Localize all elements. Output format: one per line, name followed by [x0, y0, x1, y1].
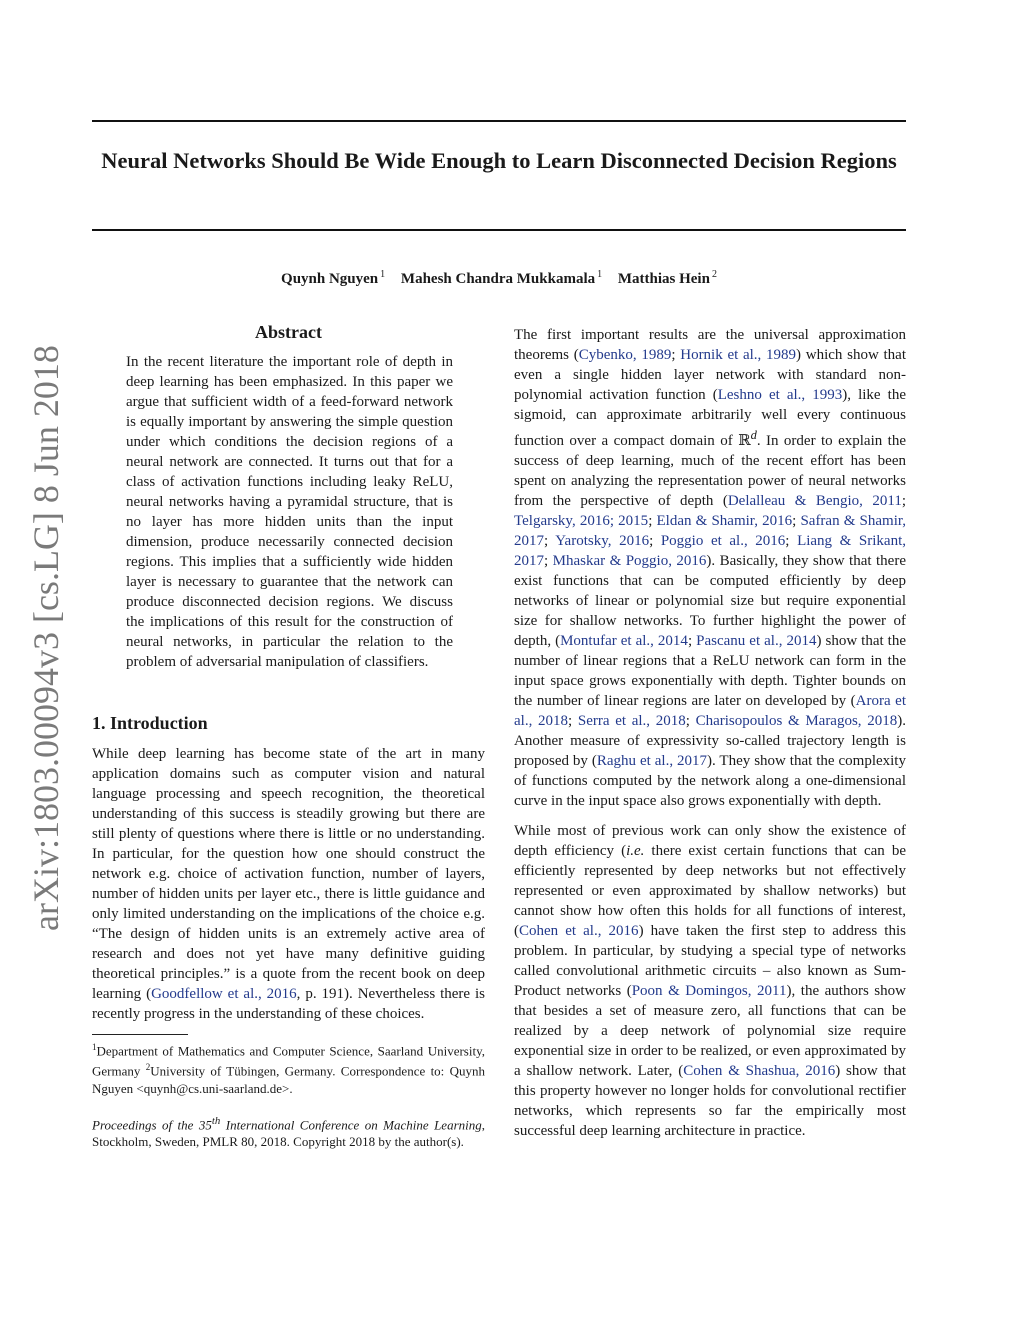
text-run: While deep learning has become state of the art in many application domains such as computer vision and natural language processing and speech recognition, the theoretical understanding of this success is steadily growing but there are still plenty of questions where there is little or no understanding. In particular, for the question how one should construct the network e.g. choice of activation function, number of layers, number of hidden units per layer etc., there is little guidance and only limited understanding on the implications of the choice e.g. “The design of hidden units is an extremely active area of research and does not yet have many definitive guiding theoretical principles.” is a quote from the recent book on deep learning ( [92, 746, 485, 1002]
text-run: ; [685, 713, 696, 729]
abstract-text: In the recent literature the important role of depth in deep learning has been emphasized. In this paper we argue that sufficient width of a feed-forward network is equally important by answering the simple question under which conditions the decision regions of a neural network are connected. It turns out that for a class of activation functions including leaky ReLU, neural networks having a pyramidal structure, that is no layer has more hidden units than the input dimension, produce necessarily connected decision regions. This implies that a sufficiently wide hidden layer is necessary to guarantee that the network can produce disconnected decision regions. We discuss the implications of this result for the construction of neural networks, in particular the relation to the problem of adversarial manipulation of classifiers. [126, 354, 453, 670]
citation-link[interactable]: Cybenko, 1989 [578, 347, 672, 363]
text-run: 35 [198, 1116, 212, 1132]
author-list [92, 265, 906, 289]
arxiv-identifier: arXiv:1803.00094v3 [cs.LG] 8 Jun 2018 [26, 345, 66, 931]
citation-link[interactable]: Delalleau & Bengio, 2011 [727, 493, 902, 509]
intro-paragraph [92, 744, 485, 1024]
section-heading-introduction: 1. Introduction [92, 713, 208, 733]
citation-link[interactable]: Cohen et al., 2016 [519, 923, 639, 939]
text-run: ). They show that the complexity of functions computed by the network along a one-dimensional curve in the input space also grows exponentially with depth. [514, 753, 906, 809]
text-run: While most of previous work can only show the existence of depth efficiency ( [514, 823, 906, 859]
citation-link[interactable]: Montufar et al., 2014 [560, 633, 688, 649]
text-run: there exist certain functions that can be efficiently represented by deep networks but not effectively represented or even approximated by shallow networks) but cannot show how often this holds for all functions of interest, ( [514, 843, 906, 939]
text-run: ; [649, 533, 661, 549]
superscript: d [750, 428, 757, 442]
citation-link[interactable]: Liang & Srikant, 2017 [514, 533, 906, 569]
text-run: ) have taken the first step to address this problem. In particular, by studying a special type of networks called convolutional arithmetic circuits – also known as Sum-Product networks ( [514, 923, 906, 999]
citation-link[interactable]: Pascanu et al., 2014 [696, 633, 817, 649]
text-run: ) which show that even a single hidden layer network with standard non-polynomial activation function ( [514, 347, 906, 403]
text-run: ; [648, 513, 657, 529]
author [618, 271, 717, 287]
author-name: Matthias Hein [617, 271, 710, 287]
author-name: Quynh Nguyen [281, 271, 379, 287]
citation-link[interactable]: Serra et al., 2018 [577, 713, 686, 729]
text-run: i.e. [626, 843, 645, 859]
text-run: ; [785, 533, 798, 549]
text-run: International Conference on Machine Learning [220, 1116, 482, 1132]
text-run: ; [901, 493, 906, 509]
author [401, 271, 602, 287]
text-run: ) show that this property however no longer holds for convolutional rectifier networks, which represents so far the empirically most successful deep learning architecture in practice. [514, 1063, 906, 1139]
author-affiliation: 2 [711, 269, 717, 280]
citation-link[interactable]: Telgarsky, 2016; 2015 [514, 513, 649, 529]
text-run: ) show that the number of linear regions that a ReLU network can form in the input space grows exponentially with depth. Tighter bounds on the number of linear regions are later on developed by ( [514, 633, 906, 709]
title-bottom-rule [92, 229, 906, 231]
footnote-affiliations [92, 1039, 485, 1097]
text-run: ; [544, 533, 556, 549]
left-column [92, 320, 485, 1150]
text-run: ; [544, 553, 553, 569]
citation-link[interactable]: Safran & Shamir, 2017 [514, 513, 907, 549]
citation-link[interactable]: Poggio et al., 2016 [660, 533, 786, 549]
text-run: The first important results are the universal approximation theorems ( [514, 327, 906, 363]
author [281, 271, 385, 287]
citation-link[interactable]: Leshno et al., 1993 [717, 387, 843, 403]
citation-link[interactable]: Goodfellow et al., 2016 [151, 986, 297, 1002]
citation-link[interactable]: Hornik et al., 1989 [680, 347, 797, 363]
author-affiliation: 1 [597, 269, 603, 280]
body-paragraph [514, 325, 906, 811]
footnote-marker: 1 [92, 1042, 97, 1052]
text-run: ; [671, 347, 681, 363]
text-run: , p. 191). Nevertheless there is recently progress in the understanding of these choices. [92, 986, 486, 1022]
text-run: Department of Mathematics and Computer Science, Saarland University, Germany [92, 1043, 485, 1079]
text-run: , Stockholm, Sweden, PMLR 80, 2018. Copyright 2018 by the author(s). [92, 1116, 485, 1149]
footnote-rule [92, 1034, 188, 1035]
citation-link[interactable]: Yarotsky, 2016 [555, 533, 650, 549]
text-run: ; [568, 713, 578, 729]
text-run: ). Basically, they show that there exist functions that can be computed efficiently by deep networks of linear or polynomial size but require exponential size for shallow networks. To further highlight the power of depth, ( [514, 553, 906, 649]
citation-link[interactable]: Poon & Domingos, 2011 [631, 983, 787, 999]
text-run: . In order to explain the success of deep learning, much of the recent effort has been spent on analyzing the representation power of neural networks from the perspective of depth ( [514, 433, 906, 509]
citation-link[interactable]: Charisopoulos & Maragos, 2018 [695, 713, 898, 729]
citation-link[interactable]: Mhaskar & Poggio, 2016 [552, 553, 707, 569]
abstract-heading: Abstract [255, 322, 322, 342]
footnote-marker: 2 [145, 1062, 151, 1073]
text-run: ; [687, 633, 697, 649]
paper-title: Neural Networks Should Be Wide Enough to Learn Disconnected Decision Regions [101, 148, 897, 173]
text-run: ; [792, 513, 801, 529]
right-column [514, 325, 906, 1151]
title-top-rule [92, 120, 906, 122]
superscript: th [211, 1114, 221, 1127]
text-run: ). Another measure of expressivity so-called trajectory length is proposed by ( [514, 713, 906, 769]
citation-link[interactable]: Cohen & Shashua, 2016 [683, 1063, 836, 1079]
text-run: ), like the sigmoid, can approximate arbitrarily well every continuous function over a compact domain of ℝ [514, 387, 906, 449]
text-run: University of Tübingen, Germany. Correspondence to: Quynh Nguyen <quynh@cs.uni-saarland.de>. [92, 1063, 485, 1096]
citation-link[interactable]: Raghu et al., 2017 [596, 753, 708, 769]
citation-link[interactable]: Eldan & Shamir, 2016 [656, 513, 793, 529]
text-run: ), the authors show that besides a set of measure zero, all functions that can be realized by a deep network of polynomial size require exponential size in order to be realized, or even approximated by a shallow network. Later, ( [514, 983, 906, 1079]
citation-link[interactable]: Arora et al., 2018 [514, 693, 906, 729]
author-affiliation: 1 [380, 269, 386, 280]
proceedings-note [92, 1113, 485, 1150]
author-name: Mahesh Chandra Mukkamala [400, 271, 596, 287]
body-paragraph [514, 821, 906, 1141]
text-run: Proceedings of the [92, 1116, 199, 1132]
